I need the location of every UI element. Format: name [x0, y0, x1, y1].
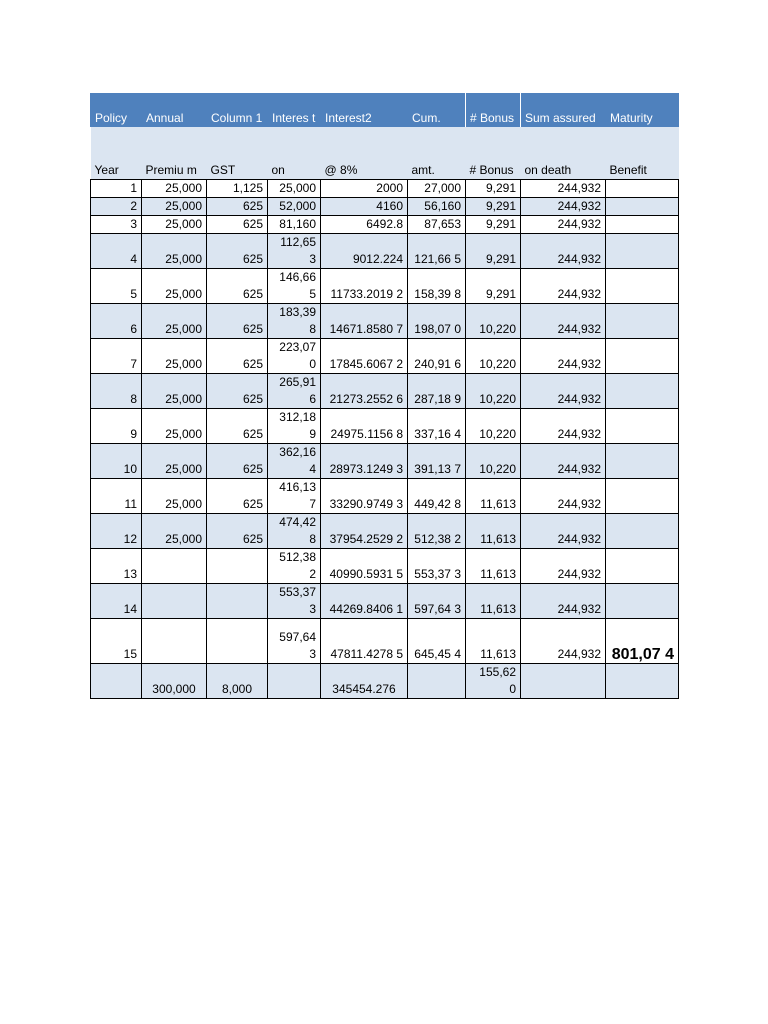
table-cell [207, 584, 268, 619]
table-cell: 474,42 8 [268, 514, 321, 549]
totals-cell [408, 664, 466, 699]
table-cell [606, 479, 679, 514]
table-cell: 11,613 [466, 514, 521, 549]
table-cell: 25,000 [268, 180, 321, 198]
table-cell: 25,000 [142, 479, 207, 514]
table-cell: 25,000 [142, 514, 207, 549]
table-cell: 625 [207, 409, 268, 444]
table-cell: 25,000 [142, 374, 207, 409]
totals-cell: 155,62 0 [466, 664, 521, 699]
table-cell: 4160 [321, 198, 408, 216]
table-cell [606, 198, 679, 216]
table-cell: 112,65 3 [268, 234, 321, 269]
table-cell: 801,07 4 [606, 619, 679, 664]
table-cell: 416,13 7 [268, 479, 321, 514]
table-cell: 625 [207, 269, 268, 304]
table-cell: 312,18 9 [268, 409, 321, 444]
table-cell [606, 409, 679, 444]
table-cell: 25,000 [142, 339, 207, 374]
table-cell: 265,91 6 [268, 374, 321, 409]
table-cell: 15 [91, 619, 142, 664]
subheader-cell: amt. [408, 127, 466, 180]
table-cell: 10,220 [466, 339, 521, 374]
subheader-cell: GST [207, 127, 268, 180]
table-cell: 625 [207, 216, 268, 234]
table-cell: 6492.8 [321, 216, 408, 234]
table-cell: 9,291 [466, 216, 521, 234]
header-cell: Interest2 [321, 93, 408, 127]
table-cell: 87,653 [408, 216, 466, 234]
table-cell [142, 584, 207, 619]
table-cell: 121,66 5 [408, 234, 466, 269]
totals-cell: 345454.276 [321, 664, 408, 699]
table-cell: 1 [91, 180, 142, 198]
table-row [91, 514, 679, 549]
table-cell: 9 [91, 409, 142, 444]
table-cell: 3 [91, 216, 142, 234]
subheader-cell: @ 8% [321, 127, 408, 180]
table-cell: 11 [91, 479, 142, 514]
totals-cell: 8,000 [207, 664, 268, 699]
table-cell [606, 269, 679, 304]
table-cell: 625 [207, 304, 268, 339]
header-cell: Maturity [606, 93, 679, 127]
table-cell: 28973.1249 3 [321, 444, 408, 479]
table-row [91, 584, 679, 619]
table-row [91, 619, 679, 664]
table-cell: 25,000 [142, 180, 207, 198]
table-cell: 146,66 5 [268, 269, 321, 304]
table-row [91, 374, 679, 409]
subheader-cell: Benefit [606, 127, 679, 180]
table-cell: 27,000 [408, 180, 466, 198]
subheader-cell: on [268, 127, 321, 180]
table-cell [207, 549, 268, 584]
table-cell: 12 [91, 514, 142, 549]
table-row [91, 269, 679, 304]
table-cell: 13 [91, 549, 142, 584]
header-cell: Sum assured [521, 93, 606, 127]
table-cell: 9,291 [466, 198, 521, 216]
table-body [91, 180, 679, 699]
table-cell: 10,220 [466, 304, 521, 339]
table-row [91, 339, 679, 374]
table-cell [606, 444, 679, 479]
table-cell: 158,39 8 [408, 269, 466, 304]
table-cell: 362,16 4 [268, 444, 321, 479]
policy-table [90, 93, 679, 699]
table-cell: 244,932 [521, 619, 606, 664]
table-cell: 9,291 [466, 269, 521, 304]
table-cell [606, 216, 679, 234]
table-cell: 9012.224 [321, 234, 408, 269]
table-cell: 9,291 [466, 234, 521, 269]
table-cell [606, 514, 679, 549]
table-cell: 56,160 [408, 198, 466, 216]
table-cell: 52,000 [268, 198, 321, 216]
table-cell: 597,64 3 [408, 584, 466, 619]
table-cell: 512,38 2 [408, 514, 466, 549]
table-cell: 512,38 2 [268, 549, 321, 584]
table-cell: 625 [207, 198, 268, 216]
table-cell [606, 304, 679, 339]
table-cell: 11733.2019 2 [321, 269, 408, 304]
table-row [91, 216, 679, 234]
table-cell: 24975.1156 8 [321, 409, 408, 444]
table-cell: 625 [207, 339, 268, 374]
subheader-cell: on death [521, 127, 606, 180]
table-cell [606, 549, 679, 584]
table-cell: 244,932 [521, 234, 606, 269]
table-cell: 625 [207, 479, 268, 514]
table-cell: 25,000 [142, 234, 207, 269]
table-cell: 244,932 [521, 216, 606, 234]
table-cell: 25,000 [142, 409, 207, 444]
table-row [91, 444, 679, 479]
subheader-cell: # Bonus [466, 127, 521, 180]
subheader-row [91, 127, 679, 180]
totals-cell [606, 664, 679, 699]
table-cell: 244,932 [521, 584, 606, 619]
table-cell: 287,18 9 [408, 374, 466, 409]
header-row [91, 93, 679, 127]
table-cell: 8 [91, 374, 142, 409]
table-cell: 33290.9749 3 [321, 479, 408, 514]
table-cell: 21273.2552 6 [321, 374, 408, 409]
table-row [91, 549, 679, 584]
table-cell: 9,291 [466, 180, 521, 198]
table-row [91, 234, 679, 269]
subheader-cell: Premiu m [142, 127, 207, 180]
table-cell: 625 [207, 514, 268, 549]
header-cell: Cum. [408, 93, 466, 127]
table-cell: 37954.2529 2 [321, 514, 408, 549]
table-cell [606, 374, 679, 409]
table-cell: 10 [91, 444, 142, 479]
totals-row [91, 664, 679, 699]
table-cell: 244,932 [521, 269, 606, 304]
table-cell [606, 180, 679, 198]
table-cell: 44269.8406 1 [321, 584, 408, 619]
table-cell [142, 619, 207, 664]
table-cell: 553,37 3 [268, 584, 321, 619]
table-cell: 244,932 [521, 549, 606, 584]
table-cell: 244,932 [521, 374, 606, 409]
subheader-cell: Year [91, 127, 142, 180]
header-cell: Column 1 [207, 93, 268, 127]
table-cell: 645,45 4 [408, 619, 466, 664]
table-cell: 244,932 [521, 444, 606, 479]
table-cell: 2000 [321, 180, 408, 198]
table-row [91, 304, 679, 339]
table-cell [606, 584, 679, 619]
table-cell: 244,932 [521, 409, 606, 444]
totals-cell [521, 664, 606, 699]
header-cell: Interes t [268, 93, 321, 127]
table-cell: 244,932 [521, 304, 606, 339]
table-cell: 449,42 8 [408, 479, 466, 514]
table-cell: 244,932 [521, 180, 606, 198]
table-cell: 4 [91, 234, 142, 269]
table-cell: 14671.8580 7 [321, 304, 408, 339]
table-cell: 11,613 [466, 619, 521, 664]
table-cell: 10,220 [466, 409, 521, 444]
table-cell: 597,64 3 [268, 619, 321, 664]
table-cell [606, 339, 679, 374]
table-cell: 17845.6067 2 [321, 339, 408, 374]
table-cell: 244,932 [521, 514, 606, 549]
table-cell: 391,13 7 [408, 444, 466, 479]
table-cell: 1,125 [207, 180, 268, 198]
table-cell: 244,932 [521, 479, 606, 514]
table-cell: 25,000 [142, 198, 207, 216]
table-cell: 553,37 3 [408, 549, 466, 584]
table-cell: 244,932 [521, 339, 606, 374]
totals-cell: 300,000 [142, 664, 207, 699]
table-cell: 2 [91, 198, 142, 216]
table-cell: 10,220 [466, 374, 521, 409]
table-cell: 81,160 [268, 216, 321, 234]
table-cell: 25,000 [142, 444, 207, 479]
table-cell: 11,613 [466, 479, 521, 514]
table-cell [207, 619, 268, 664]
table-cell: 337,16 4 [408, 409, 466, 444]
table-cell: 223,07 0 [268, 339, 321, 374]
table-row [91, 198, 679, 216]
table-cell: 25,000 [142, 216, 207, 234]
table-cell: 625 [207, 374, 268, 409]
header-cell: # Bonus [466, 93, 521, 127]
table-row [91, 180, 679, 198]
totals-cell [268, 664, 321, 699]
table-cell: 625 [207, 234, 268, 269]
table-cell: 240,91 6 [408, 339, 466, 374]
table-cell: 11,613 [466, 584, 521, 619]
table-cell: 25,000 [142, 304, 207, 339]
table-cell [606, 234, 679, 269]
table-row [91, 409, 679, 444]
table-cell: 183,39 8 [268, 304, 321, 339]
table-cell: 47811.4278 5 [321, 619, 408, 664]
table-cell: 6 [91, 304, 142, 339]
header-cell: Policy [91, 93, 142, 127]
table-cell: 11,613 [466, 549, 521, 584]
table-cell: 40990.5931 5 [321, 549, 408, 584]
table-cell: 7 [91, 339, 142, 374]
totals-cell [91, 664, 142, 699]
table-cell: 625 [207, 444, 268, 479]
table-cell: 244,932 [521, 198, 606, 216]
table-cell: 25,000 [142, 269, 207, 304]
header-cell: Annual [142, 93, 207, 127]
table-row [91, 479, 679, 514]
table-cell [142, 549, 207, 584]
table-cell: 5 [91, 269, 142, 304]
table-cell: 10,220 [466, 444, 521, 479]
table-cell: 198,07 0 [408, 304, 466, 339]
table-cell: 14 [91, 584, 142, 619]
